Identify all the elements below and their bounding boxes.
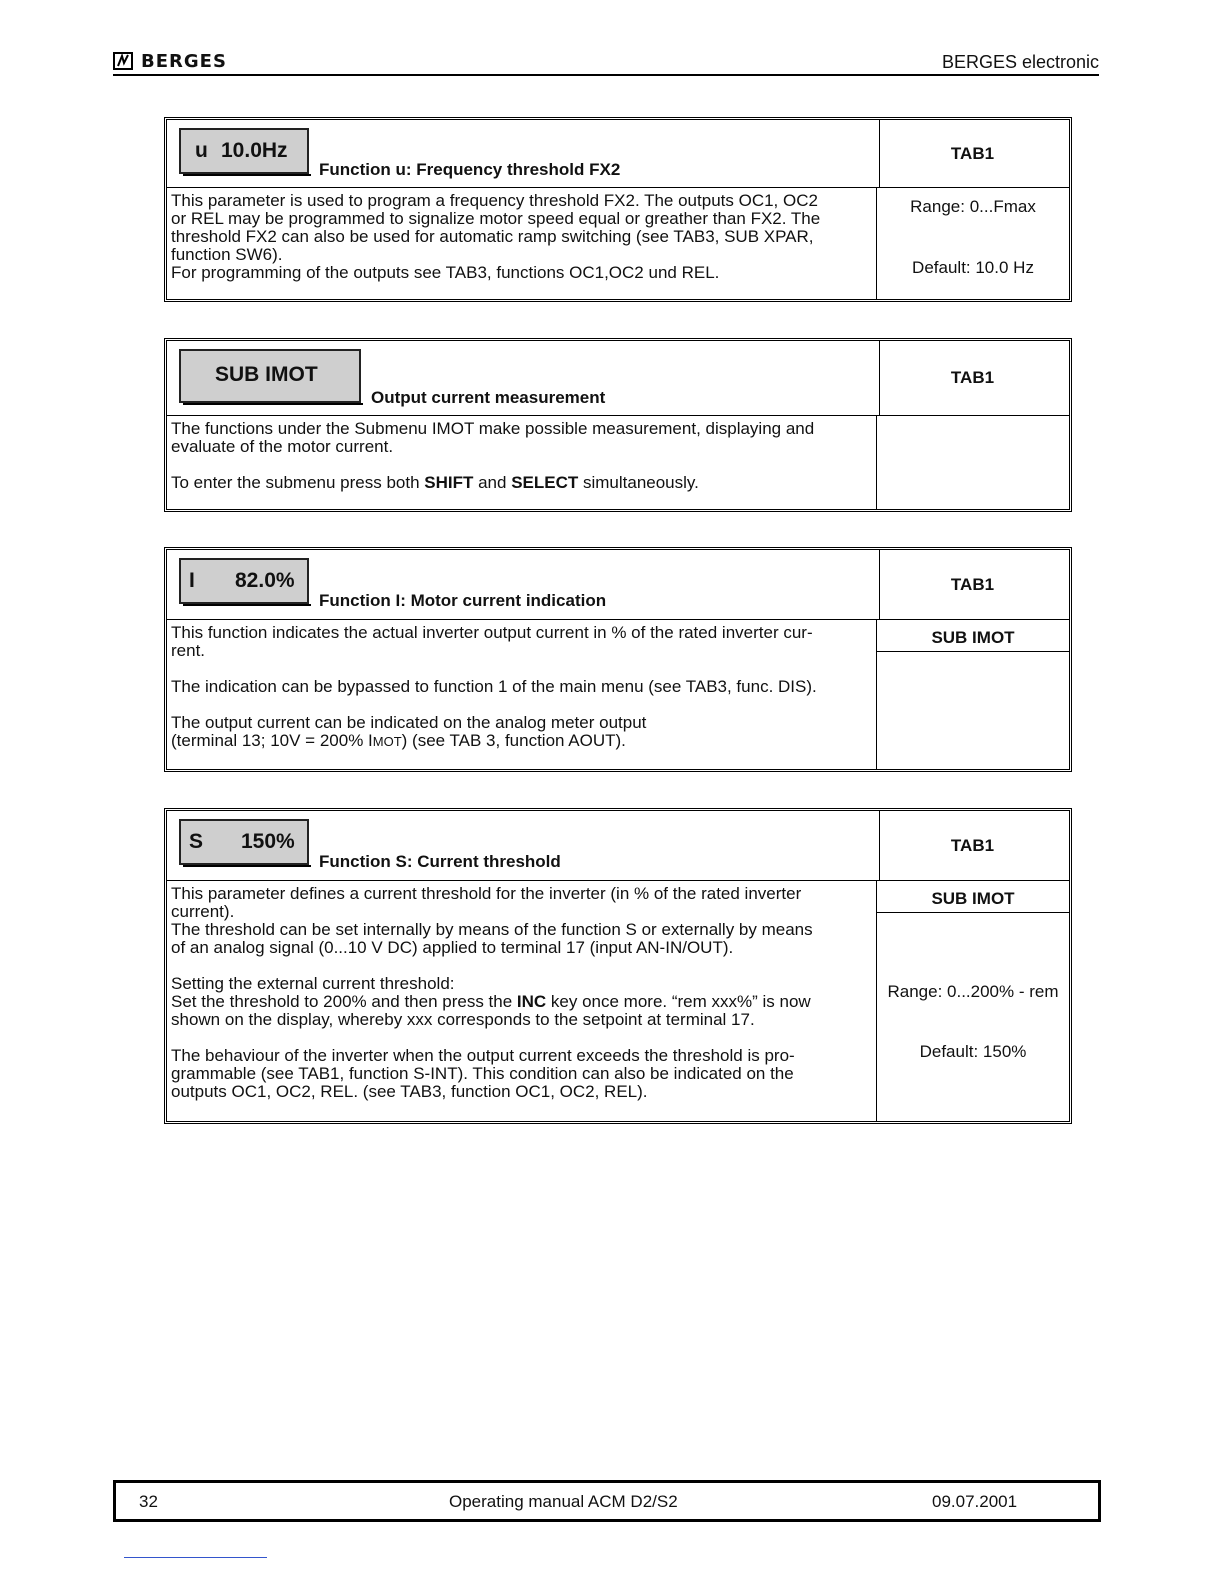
lcd-text: SUB IMOT [215,363,318,386]
document-date: 09.07.2001 [932,1492,1018,1511]
select-key: SELECT [511,473,579,492]
param-values [876,416,1069,509]
submenu-label: SUB IMOT [931,628,1015,647]
lcd-symbol: S [189,830,204,853]
description: This parameter is used to program a frequency threshold FX2. The outputs OC1, OC2 or REL may be programmed to signalize motor speed equal or greather than FX2. The threshold FX2 can also be used for automatic ramp switching (see TAB3, SUB XPAR, function SW6). For programming of the outputs see TAB3, functions OC1,OC2 und REL. [171,191,821,282]
lcd-value: 10.0Hz [221,139,288,162]
function-title: Output current measurement [371,388,606,407]
lcd-symbol: I [189,569,195,592]
block-header [167,811,880,881]
link-underline [124,1557,267,1558]
description: The functions under the Submenu IMOT make possible measurement, displaying and evaluate of the motor current. To enter the submenu press both SHIFT and SELECT simultaneously. [171,419,815,492]
block-header [167,341,880,416]
function-title: Function I: Motor current indication [319,591,607,610]
lcd-display [179,349,361,403]
shift-key: SHIFT [424,473,474,492]
param-block-i [164,547,1072,772]
tab-label: TAB1 [876,341,1069,416]
lcd-symbol: u [195,139,208,162]
brand-name: BERGES electronic [941,52,1099,72]
default-value: Default: 10.0 Hz [912,258,1034,277]
description: This function indicates the actual inverter output current in % of the rated inverter cur- rent. The indication can be bypassed to function 1 of the main menu (see TAB3, func. DIS). The output current can be indicated on the analog meter output (terminal 13; 10V = 200% IMOT) (see TAB 3, function AOUT). [171,623,817,750]
lcd-display [179,819,309,865]
page-number: 32 [139,1492,158,1511]
page-footer [113,1480,1101,1522]
berges-logo-icon [113,52,133,70]
lcd-value: 150% [241,830,295,853]
param-values [876,881,1069,1121]
param-block-u [164,117,1072,302]
logo-text: BERGES [141,50,227,72]
range-value: Range: 0...200% - rem [887,982,1059,1001]
lcd-display [179,558,309,604]
tab-label: TAB1 [876,811,1069,881]
tab-label: TAB1 [876,550,1069,620]
submenu-block-imot [164,338,1072,512]
inc-key: INC [516,992,547,1011]
range-value: Range: 0...Fmax [910,197,1036,216]
berges-logo [113,50,227,72]
block-header [167,120,880,188]
description: This parameter defines a current threshold for the inverter (in % of the rated inverter current). The threshold can be set internally by means of the function S or externally by means of an analog signal (0...10 V DC) applied to terminal 17 (input AN-IN/OUT). Setting the external current threshold: Set the threshold to 200% and then press the INC key once more. “rem xxx%” is now shown on the display, whereby xxx corresponds to the setpoint at terminal 17. The behaviour of the inverter when the output current exceeds the threshold is pro- grammable (see TAB1, function S-INT). This condition can also be indicated on the outputs OC1, OC2, REL. (see TAB3, function OC1, OC2, REL). [171,884,813,1101]
lcd-display [179,128,309,174]
param-values [876,188,1069,299]
tab-label: TAB1 [876,120,1069,188]
page-header [113,50,1099,76]
param-values [876,620,1069,769]
param-block-s [164,808,1072,1124]
function-title: Function u: Frequency threshold FX2 [319,160,621,179]
default-value: Default: 150% [919,1042,1027,1061]
function-title: Function S: Current threshold [319,852,561,871]
submenu-label: SUB IMOT [931,889,1015,908]
block-header [167,550,880,620]
manual-title: Operating manual ACM D2/S2 [449,1492,678,1511]
lcd-value: 82.0% [235,569,295,592]
